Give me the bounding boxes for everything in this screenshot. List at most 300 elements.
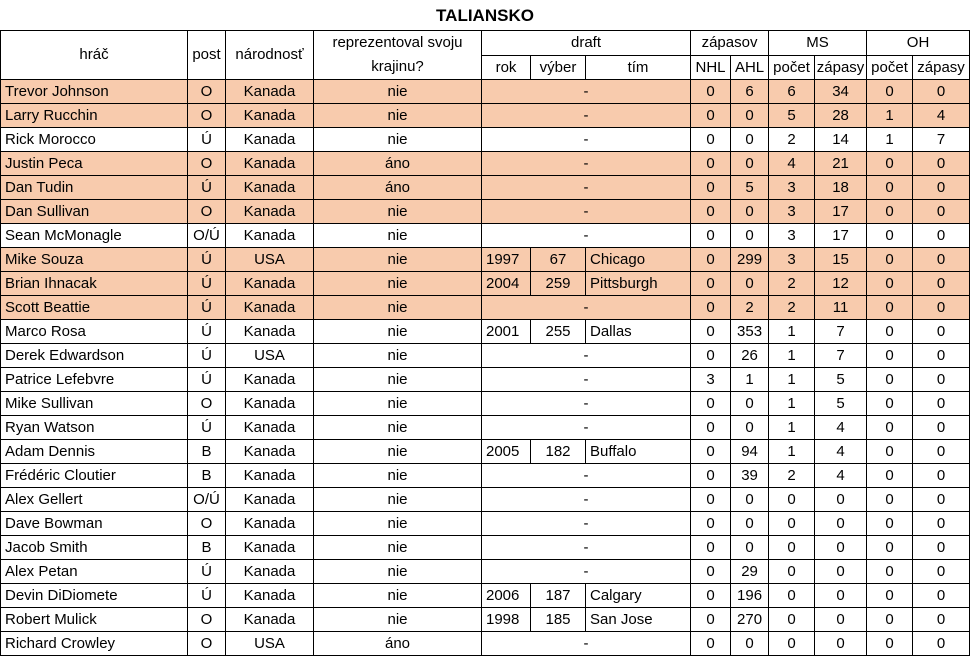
table-row [1,488,970,512]
draft-pick: 185 [531,608,586,632]
header-draft: draft [482,31,691,56]
player-name: Ryan Watson [1,416,188,440]
player-nationality: USA [226,344,314,368]
ms-count: 3 [769,200,815,224]
games-ahl: 26 [731,344,769,368]
ms-games: 28 [815,104,867,128]
player-nationality: Kanada [226,224,314,248]
games-nhl: 0 [691,512,731,536]
table-body [1,80,970,656]
ms-count: 3 [769,248,815,272]
draft-team: Calgary [586,584,691,608]
draft-empty: - [482,152,691,176]
header-ms-count: počet [769,56,815,80]
player-nationality: Kanada [226,104,314,128]
player-name: Dan Sullivan [1,200,188,224]
oh-games: 0 [913,152,970,176]
player-name: Sean McMonagle [1,224,188,248]
ms-games: 5 [815,368,867,392]
oh-count: 0 [867,608,913,632]
games-nhl: 0 [691,536,731,560]
ms-games: 0 [815,560,867,584]
player-name: Adam Dennis [1,440,188,464]
player-position: O/Ú [188,488,226,512]
games-ahl: 0 [731,224,769,248]
ms-count: 3 [769,224,815,248]
draft-year: 2005 [482,440,531,464]
player-name: Mike Sullivan [1,392,188,416]
oh-games: 0 [913,344,970,368]
games-ahl: 0 [731,512,769,536]
player-represented: nie [314,272,482,296]
player-name: Derek Edwardson [1,344,188,368]
draft-year: 2004 [482,272,531,296]
games-nhl: 0 [691,584,731,608]
games-ahl: 6 [731,80,769,104]
player-name: Rick Morocco [1,128,188,152]
oh-games: 0 [913,536,970,560]
ms-games: 15 [815,248,867,272]
header-nationality: národnosť [226,31,314,80]
player-nationality: Kanada [226,512,314,536]
oh-games: 0 [913,560,970,584]
games-ahl: 353 [731,320,769,344]
player-name: Larry Rucchin [1,104,188,128]
player-represented: áno [314,176,482,200]
draft-year: 1997 [482,248,531,272]
ms-count: 0 [769,560,815,584]
header-oh-games: zápasy [913,56,970,80]
games-nhl: 0 [691,632,731,656]
table-row [1,368,970,392]
oh-count: 0 [867,560,913,584]
player-represented: nie [314,368,482,392]
oh-count: 0 [867,176,913,200]
ms-count: 1 [769,344,815,368]
header-ms-games: zápasy [815,56,867,80]
header-ahl: AHL [731,56,769,80]
oh-games: 0 [913,272,970,296]
table-row [1,176,970,200]
player-represented: nie [314,608,482,632]
ms-games: 4 [815,464,867,488]
oh-games: 0 [913,608,970,632]
player-position: B [188,464,226,488]
player-position: Ú [188,416,226,440]
oh-count: 0 [867,392,913,416]
ms-count: 1 [769,440,815,464]
player-nationality: Kanada [226,80,314,104]
ms-games: 7 [815,320,867,344]
player-position: B [188,440,226,464]
draft-year: 2006 [482,584,531,608]
table-header [1,31,970,80]
player-represented: nie [314,488,482,512]
table-row [1,608,970,632]
player-name: Frédéric Cloutier [1,464,188,488]
table-row [1,152,970,176]
table-row [1,200,970,224]
player-nationality: Kanada [226,296,314,320]
player-nationality: Kanada [226,560,314,584]
oh-count: 0 [867,584,913,608]
player-nationality: Kanada [226,368,314,392]
draft-empty: - [482,368,691,392]
games-ahl: 0 [731,272,769,296]
player-name: Justin Peca [1,152,188,176]
ms-count: 0 [769,512,815,536]
games-nhl: 0 [691,392,731,416]
table-row [1,584,970,608]
oh-games: 0 [913,296,970,320]
ms-games: 34 [815,80,867,104]
table-row [1,392,970,416]
table-row [1,296,970,320]
ms-games: 21 [815,152,867,176]
player-position: O [188,512,226,536]
player-name: Mike Souza [1,248,188,272]
player-nationality: Kanada [226,464,314,488]
header-nhl: NHL [691,56,731,80]
games-nhl: 0 [691,200,731,224]
player-position: O/Ú [188,224,226,248]
draft-pick: 259 [531,272,586,296]
player-nationality: Kanada [226,488,314,512]
oh-count: 0 [867,296,913,320]
table-row [1,560,970,584]
player-nationality: Kanada [226,320,314,344]
oh-games: 0 [913,632,970,656]
player-represented: nie [314,560,482,584]
oh-games: 0 [913,488,970,512]
player-name: Dan Tudin [1,176,188,200]
player-represented: áno [314,152,482,176]
games-ahl: 0 [731,536,769,560]
player-represented: nie [314,392,482,416]
oh-count: 0 [867,488,913,512]
games-ahl: 39 [731,464,769,488]
table-row [1,632,970,656]
oh-games: 0 [913,80,970,104]
ms-games: 17 [815,200,867,224]
ms-games: 18 [815,176,867,200]
oh-count: 0 [867,248,913,272]
player-position: O [188,608,226,632]
games-nhl: 0 [691,440,731,464]
draft-empty: - [482,200,691,224]
player-name: Alex Gellert [1,488,188,512]
ms-count: 1 [769,416,815,440]
ms-games: 11 [815,296,867,320]
draft-team: Pittsburgh [586,272,691,296]
games-nhl: 0 [691,80,731,104]
roster-table [0,30,970,656]
games-ahl: 94 [731,440,769,464]
games-nhl: 0 [691,176,731,200]
oh-count: 0 [867,368,913,392]
player-represented: nie [314,200,482,224]
header-oh: OH [867,31,970,56]
draft-year: 1998 [482,608,531,632]
games-ahl: 5 [731,176,769,200]
oh-count: 0 [867,80,913,104]
table-row [1,536,970,560]
player-name: Trevor Johnson [1,80,188,104]
ms-games: 5 [815,392,867,416]
oh-games: 0 [913,416,970,440]
oh-count: 1 [867,104,913,128]
draft-empty: - [482,464,691,488]
ms-count: 4 [769,152,815,176]
player-nationality: USA [226,632,314,656]
games-nhl: 0 [691,320,731,344]
oh-count: 0 [867,200,913,224]
ms-count: 1 [769,320,815,344]
games-ahl: 0 [731,104,769,128]
player-position: Ú [188,584,226,608]
header-draft-pick: výber [531,56,586,80]
player-represented: nie [314,224,482,248]
player-nationality: Kanada [226,392,314,416]
draft-pick: 187 [531,584,586,608]
games-nhl: 3 [691,368,731,392]
player-nationality: Kanada [226,440,314,464]
player-nationality: Kanada [226,200,314,224]
player-represented: nie [314,248,482,272]
oh-games: 0 [913,320,970,344]
games-nhl: 0 [691,224,731,248]
ms-games: 0 [815,608,867,632]
games-nhl: 0 [691,608,731,632]
player-name: Patrice Lefebvre [1,368,188,392]
oh-count: 0 [867,344,913,368]
draft-pick: 67 [531,248,586,272]
draft-empty: - [482,536,691,560]
games-ahl: 196 [731,584,769,608]
player-represented: nie [314,536,482,560]
ms-count: 2 [769,128,815,152]
header-player: hráč [1,31,188,80]
games-ahl: 0 [731,128,769,152]
games-nhl: 0 [691,152,731,176]
player-nationality: Kanada [226,176,314,200]
games-ahl: 1 [731,368,769,392]
player-nationality: Kanada [226,272,314,296]
oh-count: 0 [867,440,913,464]
player-represented: nie [314,584,482,608]
oh-games: 4 [913,104,970,128]
oh-games: 0 [913,584,970,608]
page-title: TALIANSKO [436,6,534,25]
draft-empty: - [482,512,691,536]
games-ahl: 29 [731,560,769,584]
player-represented: áno [314,632,482,656]
player-name: Alex Petan [1,560,188,584]
player-name: Devin DiDiomete [1,584,188,608]
draft-empty: - [482,224,691,248]
draft-empty: - [482,104,691,128]
games-ahl: 0 [731,488,769,512]
table-row [1,464,970,488]
table-row [1,440,970,464]
ms-count: 1 [769,368,815,392]
ms-count: 0 [769,608,815,632]
oh-count: 0 [867,272,913,296]
player-position: Ú [188,248,226,272]
oh-count: 0 [867,512,913,536]
oh-count: 0 [867,536,913,560]
games-nhl: 0 [691,488,731,512]
player-position: O [188,152,226,176]
player-position: Ú [188,320,226,344]
ms-count: 2 [769,272,815,296]
player-position: O [188,392,226,416]
player-name: Brian Ihnacak [1,272,188,296]
games-nhl: 0 [691,248,731,272]
draft-empty: - [482,80,691,104]
table-row [1,272,970,296]
games-nhl: 0 [691,416,731,440]
ms-games: 17 [815,224,867,248]
draft-empty: - [482,560,691,584]
games-ahl: 0 [731,200,769,224]
header-represented: reprezentoval svoju krajinu? [314,31,482,80]
oh-count: 0 [867,464,913,488]
player-represented: nie [314,512,482,536]
ms-games: 0 [815,512,867,536]
draft-empty: - [482,296,691,320]
player-position: O [188,104,226,128]
player-nationality: Kanada [226,416,314,440]
ms-count: 6 [769,80,815,104]
table-row [1,128,970,152]
header-draft-year: rok [482,56,531,80]
player-position: O [188,200,226,224]
player-position: B [188,536,226,560]
draft-empty: - [482,344,691,368]
oh-games: 0 [913,368,970,392]
player-represented: nie [314,104,482,128]
draft-empty: - [482,632,691,656]
player-represented: nie [314,80,482,104]
games-nhl: 0 [691,344,731,368]
player-position: O [188,80,226,104]
ms-games: 12 [815,272,867,296]
player-name: Dave Bowman [1,512,188,536]
oh-games: 0 [913,176,970,200]
player-position: O [188,632,226,656]
games-ahl: 0 [731,152,769,176]
games-nhl: 0 [691,464,731,488]
draft-team: San Jose [586,608,691,632]
ms-count: 2 [769,464,815,488]
oh-games: 7 [913,128,970,152]
player-position: Ú [188,272,226,296]
draft-pick: 182 [531,440,586,464]
table-row [1,512,970,536]
player-represented: nie [314,320,482,344]
ms-games: 0 [815,536,867,560]
oh-count: 0 [867,224,913,248]
player-represented: nie [314,416,482,440]
header-position: post [188,31,226,80]
ms-games: 0 [815,584,867,608]
table-row [1,248,970,272]
header-oh-count: počet [867,56,913,80]
header-games: zápasov [691,31,769,56]
draft-pick: 255 [531,320,586,344]
ms-count: 0 [769,536,815,560]
draft-team: Buffalo [586,440,691,464]
ms-count: 0 [769,488,815,512]
draft-empty: - [482,176,691,200]
oh-games: 0 [913,392,970,416]
oh-count: 0 [867,320,913,344]
player-nationality: Kanada [226,128,314,152]
ms-count: 0 [769,584,815,608]
player-represented: nie [314,440,482,464]
games-ahl: 0 [731,416,769,440]
games-nhl: 0 [691,296,731,320]
player-position: Ú [188,296,226,320]
games-nhl: 0 [691,104,731,128]
player-name: Marco Rosa [1,320,188,344]
player-name: Scott Beattie [1,296,188,320]
oh-count: 0 [867,416,913,440]
player-represented: nie [314,128,482,152]
table-row [1,104,970,128]
oh-count: 0 [867,152,913,176]
draft-empty: - [482,416,691,440]
ms-games: 14 [815,128,867,152]
ms-games: 0 [815,488,867,512]
table-row [1,416,970,440]
ms-games: 4 [815,440,867,464]
player-nationality: Kanada [226,152,314,176]
oh-games: 0 [913,248,970,272]
draft-year: 2001 [482,320,531,344]
player-position: Ú [188,128,226,152]
ms-count: 1 [769,392,815,416]
ms-count: 2 [769,296,815,320]
player-position: Ú [188,344,226,368]
player-represented: nie [314,464,482,488]
oh-games: 0 [913,464,970,488]
ms-count: 5 [769,104,815,128]
player-name: Richard Crowley [1,632,188,656]
games-ahl: 2 [731,296,769,320]
draft-empty: - [482,488,691,512]
player-nationality: Kanada [226,608,314,632]
player-nationality: Kanada [226,584,314,608]
draft-team: Dallas [586,320,691,344]
table-row [1,80,970,104]
header-draft-team: tím [586,56,691,80]
oh-games: 0 [913,200,970,224]
draft-team: Chicago [586,248,691,272]
draft-empty: - [482,392,691,416]
ms-count: 3 [769,176,815,200]
ms-count: 0 [769,632,815,656]
player-represented: nie [314,344,482,368]
player-position: Ú [188,176,226,200]
player-represented: nie [314,296,482,320]
table-row [1,320,970,344]
games-ahl: 0 [731,632,769,656]
oh-count: 0 [867,632,913,656]
games-nhl: 0 [691,128,731,152]
games-ahl: 0 [731,392,769,416]
